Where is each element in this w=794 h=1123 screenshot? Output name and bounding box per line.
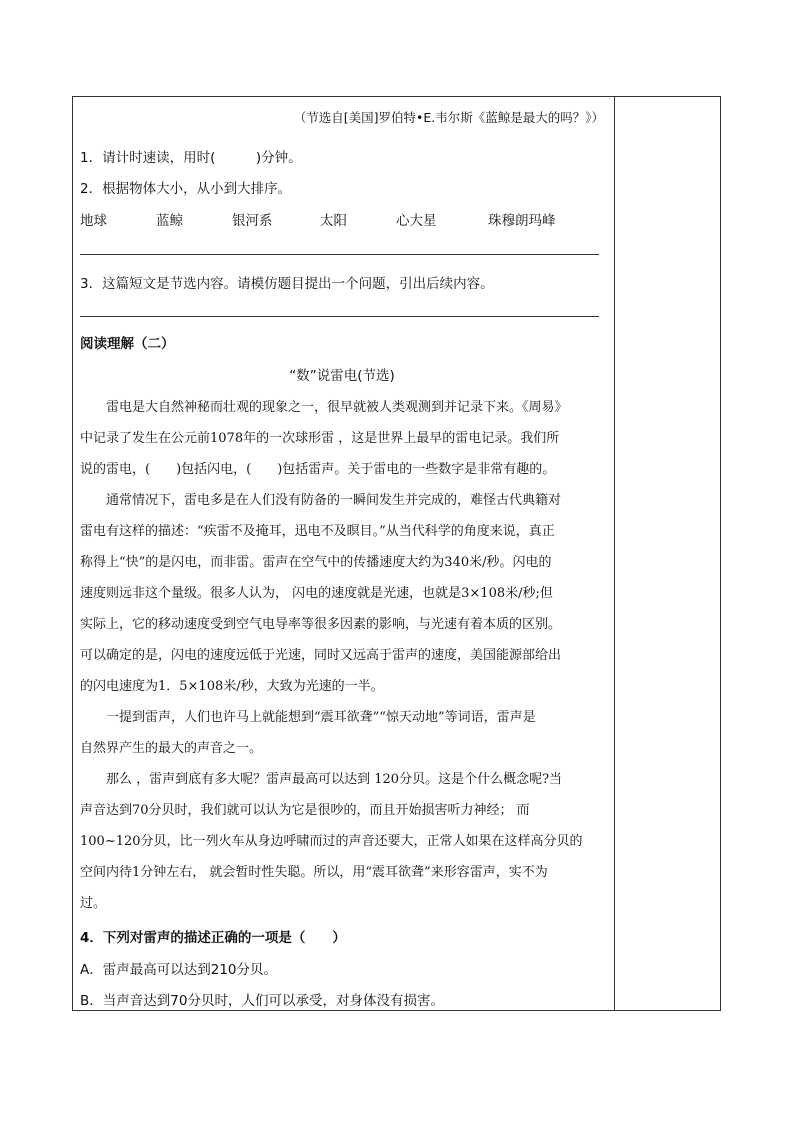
article-title: “数”说雷电(节选): [289, 368, 395, 384]
paragraph-line: 速度则远非这个量级。很多人认为， 闪电的速度就是光速，也就是3×108米/秒;但: [80, 586, 553, 601]
paragraph-line: 那么 ，雷声到底有多大呢？雷声最高可以达到 120分贝。这是个什么概念呢?当: [80, 772, 563, 787]
answer-line[interactable]: [80, 316, 599, 317]
paragraph-line: 过。: [80, 896, 107, 911]
option-b[interactable]: B．当声音达到70分贝时，人们可以承受，对身体没有损害。: [80, 993, 444, 1009]
paragraph-line: 空间内待1分钟左右， 就会暂时性失聪。所以，用“震耳欲聋”来形容雷声，实不为: [80, 865, 548, 880]
table-column-divider: [614, 96, 615, 1011]
paragraph-line: 中记录了发生在公元前1078年的一次球形雷 ，这是世界上最早的雷电记录。我们所: [80, 431, 560, 446]
word-item: 珠穆朗玛峰: [488, 213, 556, 229]
paragraph-line: 自然界产生的最大的声音之一。: [80, 741, 263, 756]
word-item: 太阳: [320, 213, 347, 229]
paragraph-line: 可以确定的是，闪电的速度远低于光速，同时又远高于雷声的速度，美国能源部给出: [80, 648, 562, 663]
word-item: 地球: [80, 213, 107, 229]
question-1: 1．请计时速读，用时( )分钟。: [80, 150, 302, 166]
paragraph-line: 100~120分贝，比一列火车从身边呼啸而过的声音还要大，正常人如果在这样高分贝的: [80, 834, 583, 849]
option-a[interactable]: A．雷声最高可以达到210分贝。: [80, 962, 278, 978]
question-2: 2．根据物体大小，从小到大排序。: [80, 181, 292, 197]
paragraph-line: 雷电有这样的描述：“疾雷不及掩耳，迅电不及瞑目。”从当代科学的角度来说，真正: [80, 524, 555, 539]
question-4: 4．下列对雷声的描述正确的一项是（ ）: [80, 930, 346, 946]
paragraph-line: 称得上“快”的是闪电，而非雷。雷声在空气中的传播速度大约为340米/秒。闪电的: [80, 555, 552, 570]
paragraph-line: 说的雷电，( )包括闪电，( )包括雷声。关于雷电的一些数字是非常有趣的。: [80, 462, 556, 477]
paragraph-line: 声音达到70分贝时，我们就可以认为它是很吵的，而且开始损害听力神经； 而: [80, 803, 530, 818]
paragraph-line: 的闪电速度为1．5×108米/秒，大致为光速的一半。: [80, 679, 384, 694]
word-item: 心大星: [396, 213, 437, 229]
paragraph-line: 实际上，它的移动速度受到空气电导率等很多因素的影响，与光速有着本质的区别。: [80, 617, 562, 632]
section-title: 阅读理解（二）: [80, 336, 175, 352]
paragraph-line: 通常情况下，雷电多是在人们没有防备的一瞬间发生并完成的，难怪古代典籍对: [80, 493, 562, 508]
source-citation: （节选自[美国]罗伯特•E.韦尔斯《蓝鲸是最大的吗？》）: [293, 110, 604, 125]
word-item: 蓝鲸: [156, 213, 183, 229]
paragraph-line: 一提到雷声，人们也许马上就能想到“震耳欲聋”“惊天动地”等词语，雷声是: [80, 710, 536, 725]
word-item: 银河系: [232, 213, 273, 229]
answer-line[interactable]: [80, 254, 599, 255]
paragraph-line: 雷电是大自然神秘而壮观的现象之一，很早就被人类观测到并记录下来。《周易》: [80, 400, 568, 415]
question-3: 3．这篇短文是节选内容。请模仿题目提出一个问题，引出后续内容。: [80, 276, 494, 292]
